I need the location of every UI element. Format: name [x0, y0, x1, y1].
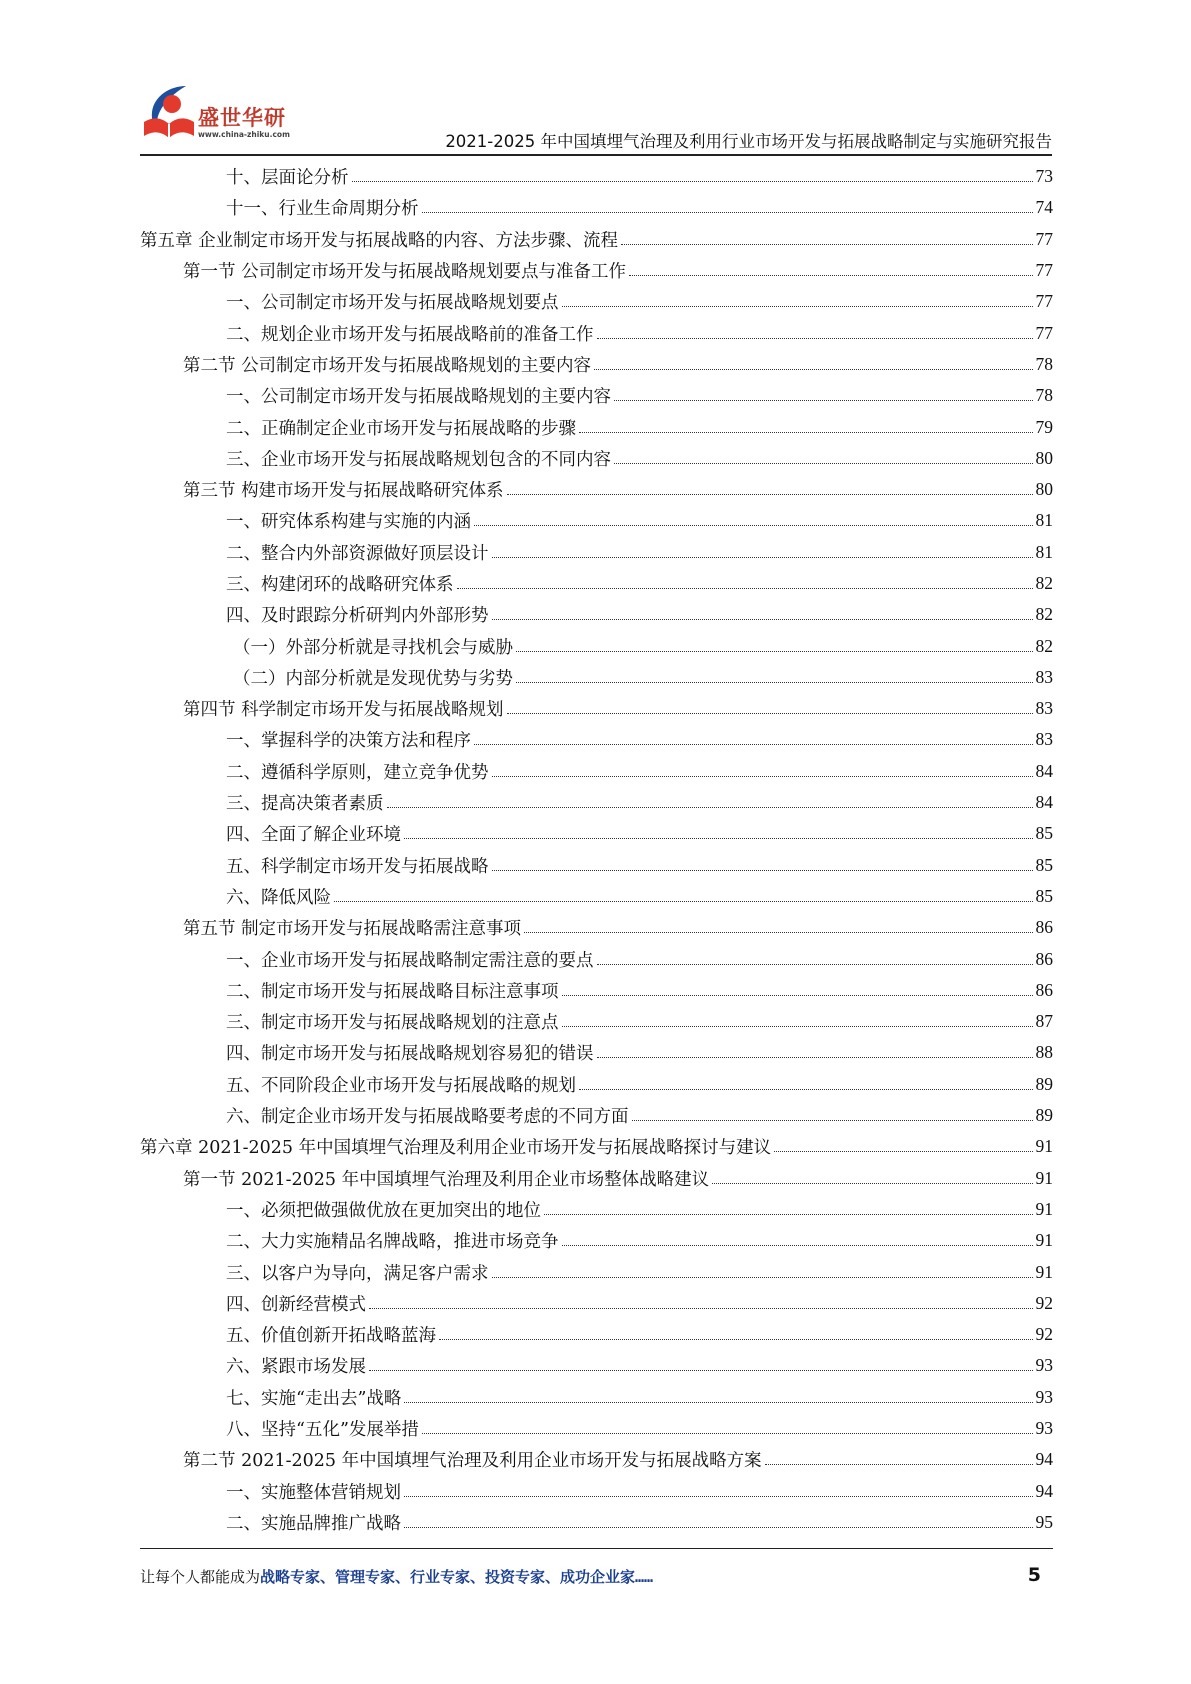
toc-entry-page: 94	[1035, 1480, 1053, 1501]
report-title: 2021-2025 年中国填埋气治理及利用行业市场开发与拓展战略制定与实施研究报告	[445, 132, 1052, 151]
table-of-contents	[140, 161, 1053, 1538]
toc-entry[interactable]	[140, 662, 1053, 693]
toc-dot-leader	[492, 776, 1033, 777]
toc-entry-page: 78	[1035, 385, 1053, 406]
toc-entry-title: 第一节 公司制定市场开发与拓展战略规划要点与准备工作	[183, 262, 627, 283]
toc-entry-title: 十、层面论分析	[226, 168, 349, 189]
toc-entry-title: 第三节 构建市场开发与拓展战略研究体系	[183, 481, 504, 502]
toc-entry[interactable]	[140, 1382, 1053, 1413]
toc-dot-leader	[474, 744, 1033, 745]
toc-entry-page: 83	[1035, 729, 1053, 750]
toc-entry-page: 85	[1035, 885, 1053, 906]
toc-entry-page: 77	[1035, 291, 1053, 312]
toc-entry[interactable]	[140, 224, 1053, 255]
toc-entry[interactable]	[140, 255, 1053, 286]
toc-entry-page: 91	[1035, 1261, 1053, 1282]
toc-entry-title: 三、企业市场开发与拓展战略规划包含的不同内容	[226, 449, 611, 470]
toc-dot-leader	[597, 964, 1033, 965]
toc-entry-title: 四、及时跟踪分析研判内外部形势	[226, 606, 489, 627]
toc-entry-page: 89	[1035, 1105, 1053, 1126]
toc-entry[interactable]	[140, 1131, 1053, 1162]
toc-entry[interactable]	[140, 1225, 1053, 1256]
toc-entry-title: 二、实施品牌推广战略	[226, 1513, 401, 1534]
toc-entry-page: 79	[1035, 416, 1053, 437]
toc-entry-page: 93	[1035, 1418, 1053, 1439]
toc-entry-title: 五、价值创新开拓战略蓝海	[226, 1326, 436, 1347]
toc-entry-page: 91	[1035, 1198, 1053, 1219]
toc-entry-page: 91	[1035, 1230, 1053, 1251]
toc-entry-title: 第二节 公司制定市场开发与拓展战略规划的主要内容	[183, 355, 592, 376]
toc-entry-page: 95	[1035, 1511, 1053, 1532]
toc-entry-title: 一、研究体系构建与实施的内涵	[226, 512, 471, 533]
toc-entry-title: 六、紧跟市场发展	[226, 1357, 366, 1378]
toc-entry[interactable]	[140, 349, 1053, 380]
toc-entry[interactable]	[140, 756, 1053, 787]
toc-entry-title: 二、大力实施精品名牌战略，推进市场竞争	[226, 1232, 559, 1253]
toc-entry-title: 六、降低风险	[226, 887, 331, 908]
toc-dot-leader	[594, 369, 1032, 370]
toc-entry[interactable]	[140, 411, 1053, 442]
toc-entry-title: 四、创新经营模式	[226, 1294, 366, 1315]
toc-dot-leader	[579, 432, 1033, 433]
toc-dot-leader	[516, 682, 1033, 683]
toc-entry-page: 81	[1035, 541, 1053, 562]
toc-entry[interactable]	[140, 1475, 1053, 1506]
toc-entry-page: 92	[1035, 1324, 1053, 1345]
toc-entry-page: 77	[1035, 260, 1053, 281]
toc-dot-leader	[404, 1527, 1033, 1528]
toc-dot-leader	[334, 901, 1033, 902]
footer-slogan-roles: 战略专家、管理专家、行业专家、投资专家、成功企业家……	[260, 1568, 654, 1586]
toc-entry[interactable]	[140, 724, 1053, 755]
toc-entry-title: 二、规划企业市场开发与拓展战略前的准备工作	[226, 324, 594, 345]
page-number: 5	[1027, 1564, 1041, 1586]
toc-entry-title: 三、以客户为导向，满足客户需求	[226, 1263, 489, 1284]
toc-entry[interactable]	[140, 1069, 1053, 1100]
toc-entry-title: 一、公司制定市场开发与拓展战略规划的主要内容	[226, 387, 611, 408]
toc-dot-leader	[774, 1151, 1032, 1152]
toc-entry[interactable]	[140, 943, 1053, 974]
toc-entry-page: 94	[1035, 1449, 1053, 1470]
toc-entry[interactable]	[140, 568, 1053, 599]
toc-entry-title: （二）内部分析就是发现优势与劣势	[233, 668, 513, 689]
toc-entry[interactable]	[140, 1037, 1053, 1068]
toc-entry-title: 二、整合内外部资源做好顶层设计	[226, 543, 489, 564]
toc-entry[interactable]	[140, 1413, 1053, 1444]
logo-name: 盛世华研	[198, 106, 286, 130]
toc-dot-leader	[516, 651, 1033, 652]
toc-entry-title: 三、制定市场开发与拓展战略规划的注意点	[226, 1013, 559, 1034]
toc-entry-page: 86	[1035, 948, 1053, 969]
toc-entry[interactable]	[140, 286, 1053, 317]
toc-entry[interactable]	[140, 443, 1053, 474]
toc-entry-title: 四、全面了解企业环境	[226, 825, 401, 846]
toc-entry-page: 87	[1035, 1011, 1053, 1032]
toc-dot-leader	[457, 588, 1033, 589]
toc-entry[interactable]	[140, 912, 1053, 943]
toc-entry-page: 89	[1035, 1073, 1053, 1094]
toc-entry-page: 88	[1035, 1042, 1053, 1063]
toc-entry-title: 三、构建闭环的战略研究体系	[226, 575, 454, 595]
toc-entry-page: 81	[1035, 510, 1053, 531]
toc-dot-leader	[765, 1464, 1033, 1465]
toc-dot-leader	[404, 1402, 1032, 1403]
toc-entry-page: 93	[1035, 1355, 1053, 1376]
toc-entry[interactable]	[140, 881, 1053, 912]
toc-entry[interactable]	[140, 537, 1053, 568]
toc-entry-title: 一、实施整体营销规划	[226, 1482, 401, 1503]
toc-entry-title: 三、提高决策者素质	[226, 794, 384, 815]
toc-dot-leader	[562, 1026, 1033, 1027]
toc-entry-page: 77	[1035, 322, 1053, 343]
toc-dot-leader	[474, 525, 1033, 526]
toc-dot-leader	[492, 619, 1033, 620]
toc-dot-leader	[524, 932, 1032, 933]
toc-entry-page: 80	[1035, 447, 1053, 468]
logo-url: www.china-zhiku.com	[198, 130, 290, 139]
toc-entry-page: 85	[1035, 854, 1053, 875]
toc-entry[interactable]	[140, 380, 1053, 411]
toc-entry-page: 77	[1035, 228, 1053, 249]
toc-entry-title: 五、不同阶段企业市场开发与拓展战略的规划	[226, 1075, 576, 1096]
toc-entry-title: 一、企业市场开发与拓展战略制定需注意的要点	[226, 950, 594, 971]
toc-entry-title: 八、坚持“五化”发展举措	[226, 1420, 419, 1441]
toc-entry-page: 92	[1035, 1292, 1053, 1313]
toc-dot-leader	[492, 557, 1033, 558]
toc-entry[interactable]	[140, 1163, 1053, 1194]
toc-entry-page: 80	[1035, 479, 1053, 500]
toc-entry[interactable]	[140, 1194, 1053, 1225]
toc-entry-title: 第二节 2021-2025 年中国填埋气治理及利用企业市场开发与拓展战略方案	[183, 1451, 762, 1472]
toc-entry-page: 93	[1035, 1386, 1053, 1407]
toc-dot-leader	[404, 1496, 1033, 1497]
toc-entry-page: 73	[1035, 166, 1053, 187]
toc-entry[interactable]	[140, 317, 1053, 348]
toc-entry-page: 85	[1035, 823, 1053, 844]
toc-dot-leader	[507, 713, 1033, 714]
toc-entry-title: （一）外部分析就是寻找机会与威胁	[233, 637, 513, 658]
toc-dot-leader	[597, 338, 1033, 339]
toc-dot-leader	[544, 1214, 1033, 1215]
toc-entry-page: 86	[1035, 917, 1053, 938]
toc-entry-page: 84	[1035, 760, 1053, 781]
toc-entry-title: 第四节 科学制定市场开发与拓展战略规划	[183, 700, 504, 721]
toc-entry[interactable]	[140, 850, 1053, 881]
toc-dot-leader	[632, 1120, 1033, 1121]
toc-entry-page: 74	[1035, 197, 1053, 218]
toc-entry[interactable]	[140, 474, 1053, 505]
toc-entry-title: 六、制定企业市场开发与拓展战略要考虑的不同方面	[226, 1107, 629, 1128]
toc-dot-leader	[492, 870, 1033, 871]
toc-entry[interactable]	[140, 1444, 1053, 1475]
toc-entry[interactable]	[140, 161, 1053, 192]
toc-dot-leader	[422, 212, 1033, 213]
page-header	[140, 80, 1052, 156]
toc-entry-page: 91	[1035, 1136, 1053, 1157]
toc-dot-leader	[562, 1245, 1033, 1246]
toc-dot-leader	[369, 1370, 1033, 1371]
toc-entry-page: 82	[1035, 635, 1053, 656]
toc-entry[interactable]	[140, 1319, 1053, 1350]
toc-dot-leader	[422, 1433, 1033, 1434]
toc-entry-title: 一、公司制定市场开发与拓展战略规划要点	[226, 293, 559, 314]
toc-entry[interactable]	[140, 1006, 1053, 1037]
toc-entry[interactable]	[140, 1350, 1053, 1381]
toc-entry-title: 十一、行业生命周期分析	[226, 199, 419, 220]
page-footer	[140, 1566, 1053, 1590]
logo-book-icon	[140, 82, 198, 144]
toc-entry-page: 83	[1035, 698, 1053, 719]
toc-entry-page: 78	[1035, 353, 1053, 374]
toc-dot-leader	[712, 1183, 1032, 1184]
toc-entry[interactable]	[140, 630, 1053, 661]
toc-dot-leader	[562, 306, 1033, 307]
toc-dot-leader	[579, 1089, 1033, 1090]
toc-dot-leader	[614, 463, 1033, 464]
toc-entry-page: 82	[1035, 604, 1053, 625]
toc-dot-leader	[614, 400, 1033, 401]
toc-entry-page: 82	[1035, 573, 1053, 593]
toc-entry[interactable]	[140, 599, 1053, 630]
toc-entry-page: 84	[1035, 792, 1053, 813]
toc-entry[interactable]	[140, 192, 1053, 223]
toc-dot-leader	[387, 807, 1033, 808]
toc-entry-title: 五、科学制定市场开发与拓展战略	[226, 856, 489, 877]
toc-entry-title: 二、遵循科学原则，建立竞争优势	[226, 762, 489, 783]
toc-dot-leader	[352, 181, 1033, 182]
toc-dot-leader	[562, 995, 1033, 996]
toc-entry-page: 91	[1035, 1167, 1053, 1188]
toc-dot-leader	[439, 1339, 1033, 1340]
company-logo	[140, 80, 312, 146]
toc-entry-title: 一、掌握科学的决策方法和程序	[226, 731, 471, 752]
toc-entry-title: 第六章 2021-2025 年中国填埋气治理及利用企业市场开发与拓展战略探讨与建议	[140, 1138, 772, 1159]
header-divider	[140, 154, 1052, 156]
toc-dot-leader	[369, 1308, 1033, 1309]
toc-dot-leader	[404, 838, 1033, 839]
toc-entry[interactable]	[140, 787, 1053, 818]
toc-entry-title: 第五节 制定市场开发与拓展战略需注意事项	[183, 919, 522, 940]
toc-dot-leader	[492, 1277, 1033, 1278]
toc-dot-leader	[629, 275, 1032, 276]
toc-entry-title: 二、正确制定企业市场开发与拓展战略的步骤	[226, 418, 576, 439]
toc-dot-leader	[621, 244, 1032, 245]
toc-entry[interactable]	[140, 1256, 1053, 1287]
toc-entry[interactable]	[140, 1100, 1053, 1131]
toc-entry-title: 第一节 2021-2025 年中国填埋气治理及利用企业市场整体战略建议	[183, 1169, 710, 1190]
toc-entry-page: 83	[1035, 666, 1053, 687]
toc-entry[interactable]	[140, 1507, 1053, 1538]
toc-entry-page: 86	[1035, 979, 1053, 1000]
toc-entry[interactable]	[140, 505, 1053, 536]
toc-entry-title: 一、必须把做强做优放在更加突出的地位	[226, 1200, 541, 1221]
toc-entry[interactable]	[140, 693, 1053, 724]
toc-entry-title: 七、实施“走出去”战略	[226, 1388, 402, 1409]
toc-dot-leader	[597, 1057, 1033, 1058]
toc-dot-leader	[507, 494, 1033, 495]
toc-entry[interactable]	[140, 1288, 1053, 1319]
toc-entry[interactable]	[140, 975, 1053, 1006]
toc-entry-title: 四、制定市场开发与拓展战略规划容易犯的错误	[226, 1044, 594, 1065]
footer-slogan-prefix: 让每个人都能成为	[140, 1568, 261, 1586]
toc-entry-title: 第五章 企业制定市场开发与拓展战略的内容、方法步骤、流程	[140, 230, 619, 251]
toc-entry-title: 二、制定市场开发与拓展战略目标注意事项	[226, 981, 559, 1002]
footer-divider	[140, 1548, 1053, 1549]
toc-entry[interactable]	[140, 818, 1053, 849]
